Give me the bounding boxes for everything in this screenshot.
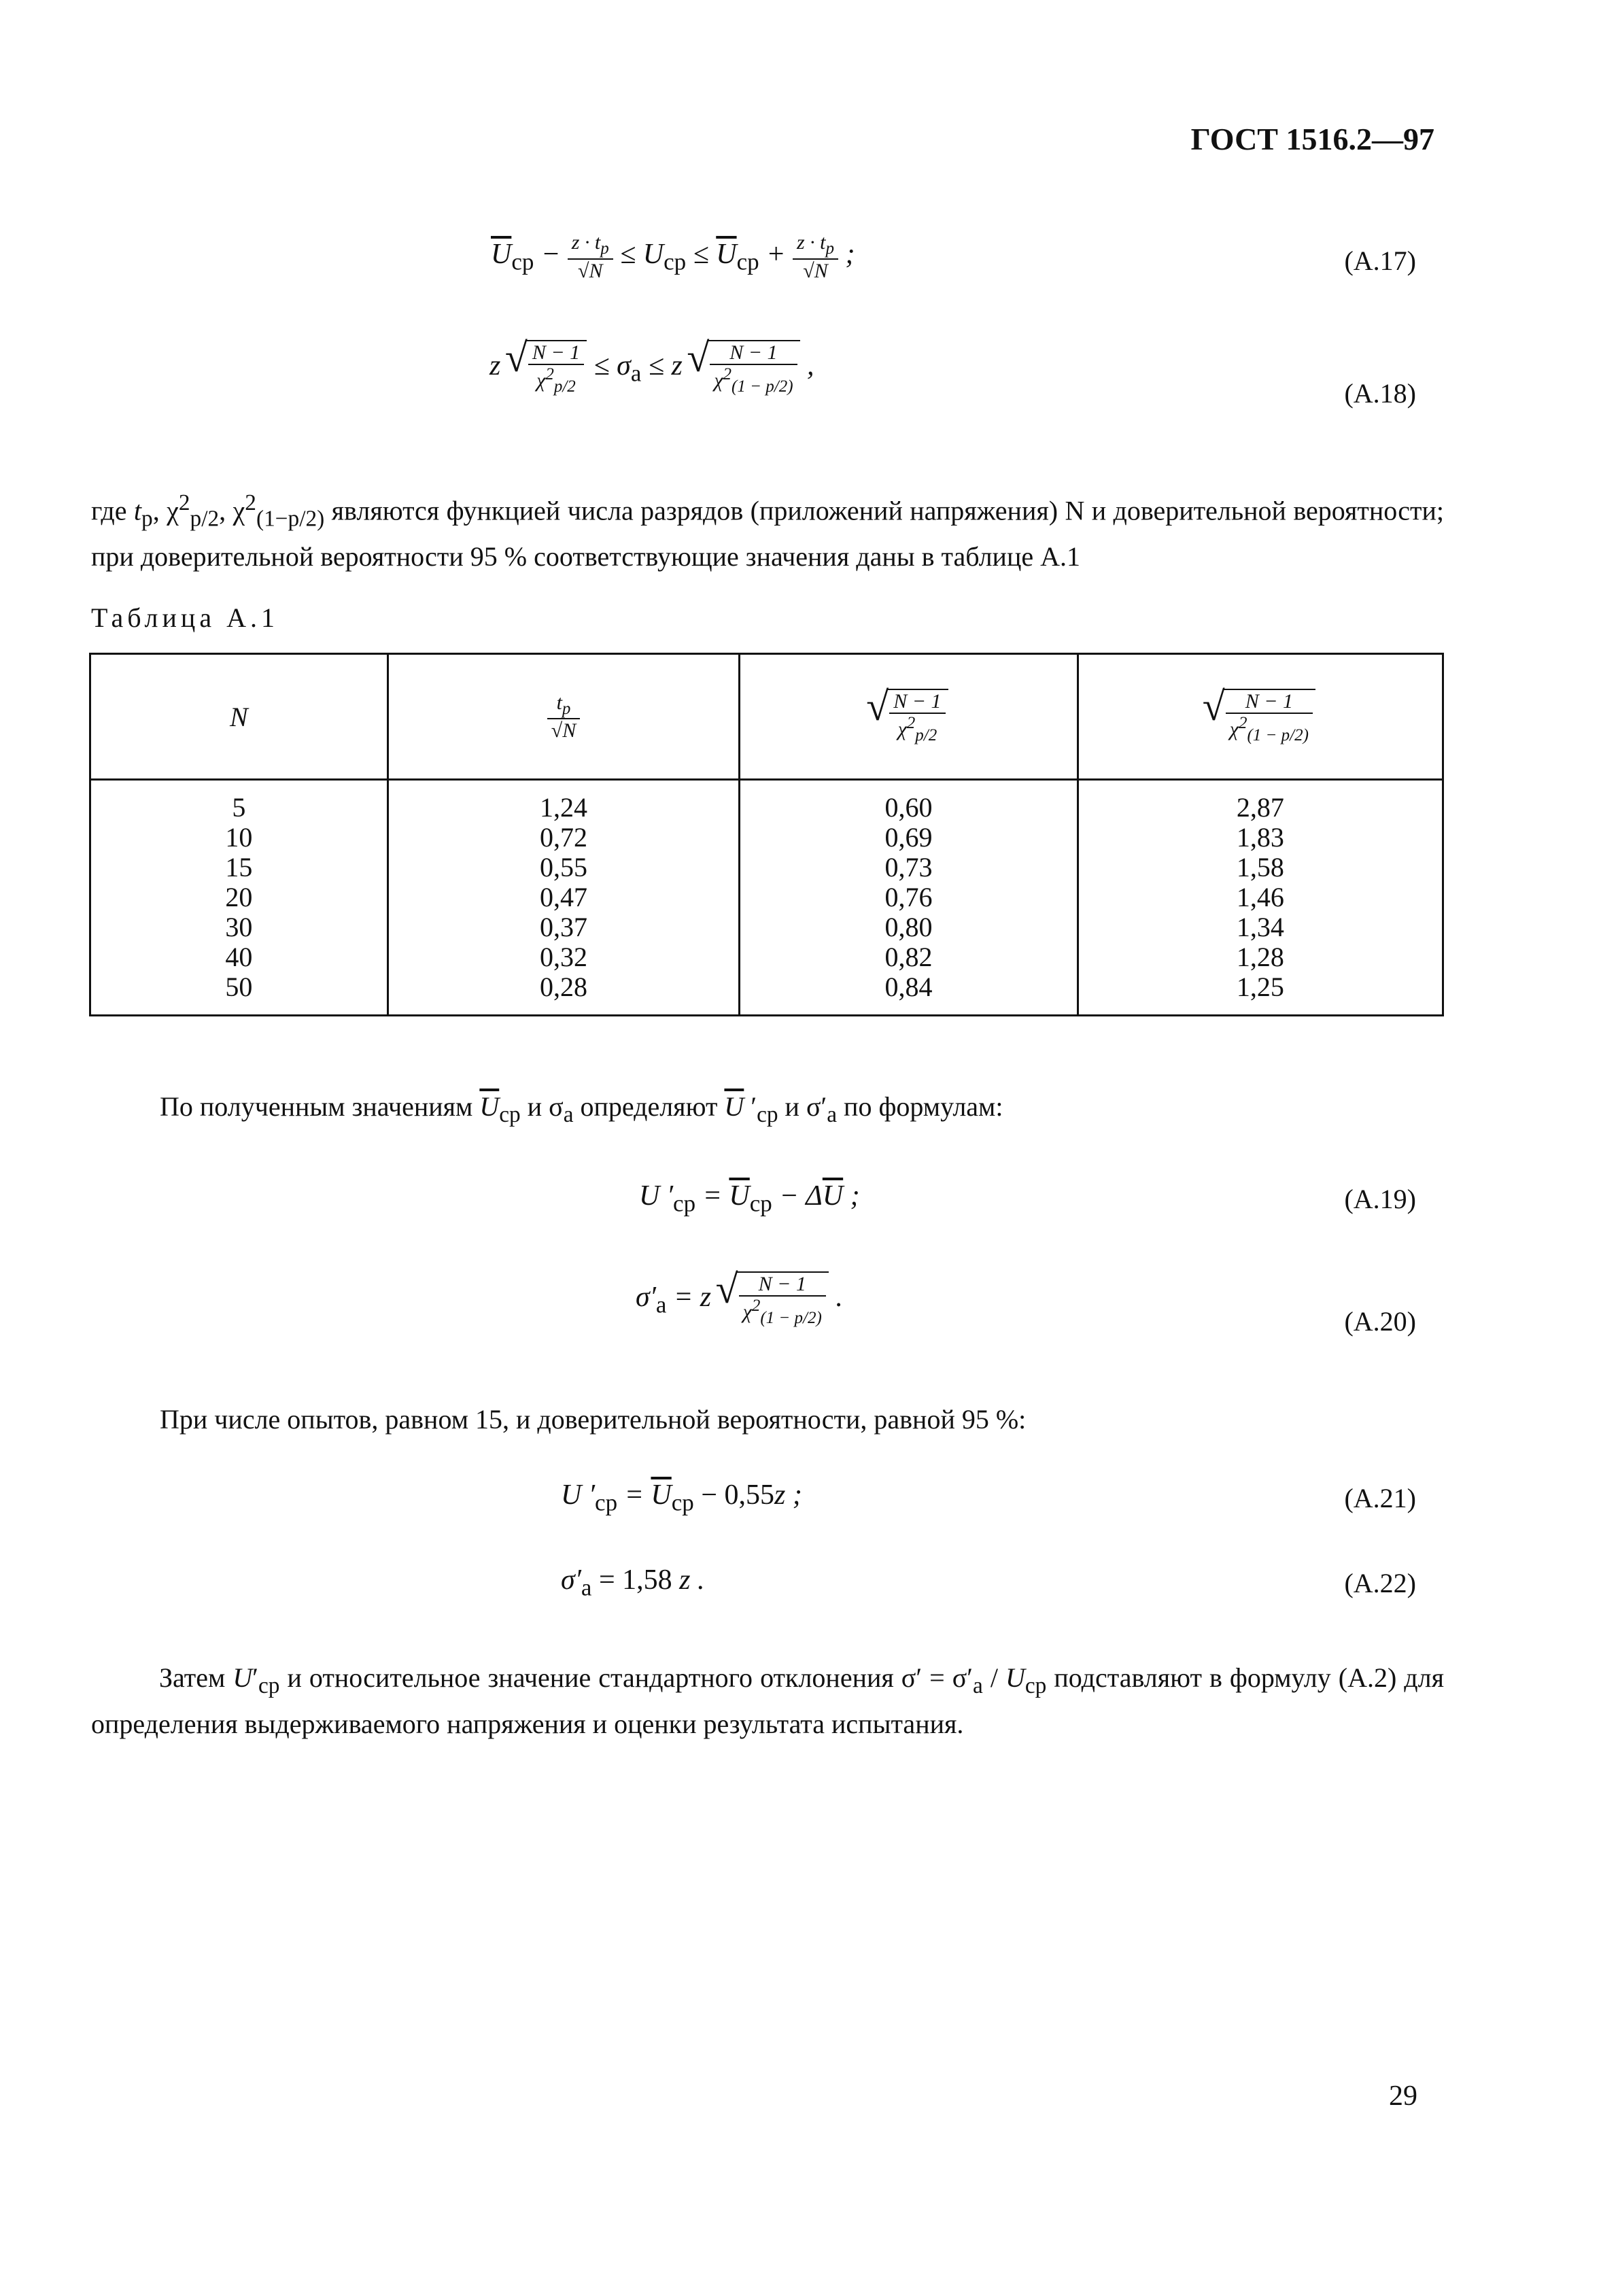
table-caption: Таблица А.1: [91, 602, 279, 633]
equation-number: (А.22): [1344, 1568, 1416, 1598]
table-column-n: 5 10 15 20 30 40 50: [90, 780, 388, 1016]
equation-a17: $\overline{U}_{ср}$ − $\frac{z \cdot t_р}{√N}$ ≤ $U_{ср} \le \overline{U}_{ср}$ + $\frac{z \cdot t_р}{√N}$ ;: [491, 231, 855, 282]
table-header-chi-p2: √ $\frac{N - 1}{\chi^2_{р/2}}$: [740, 654, 1078, 780]
equation-a22: $\sigma'_а = 1,58$ z .: [561, 1564, 705, 1601]
equation-number: (А.21): [1344, 1483, 1416, 1513]
equation-a21: U $'_{ср} = \overline{U}_{ср} - 0,55z$ ;: [561, 1479, 802, 1516]
equation-a20: $\sigma'_а = z$ √ $\frac{N - 1}{\chi^2_{(1 - р/2)}}$ .: [636, 1271, 843, 1328]
table-column-chi-1p2: 2,87 1,83 1,58 1,46 1,34 1,28 1,25: [1078, 780, 1443, 1016]
equation-number: (А.17): [1344, 245, 1416, 276]
page-number: 29: [1389, 2080, 1417, 2112]
equation-a18: z √ $\frac{N - 1}{\chi^2_{р/2}}$ ≤ $\sigma_а \le z$ √ $\frac{N - 1}{\chi^2_{(1 - р/2)}}$ ,: [489, 340, 814, 396]
document-code: ГОСТ 1516.2—97: [1190, 122, 1434, 156]
table-header-n: N: [90, 654, 388, 780]
equation-number: (А.18): [1344, 378, 1416, 409]
paragraph-at-number: При числе опытов, равном 15, и доверительной вероятности, равной 95 %:: [160, 1404, 1027, 1435]
table-a1: [89, 653, 1444, 1016]
equation-a19: U $'_{ср} = \overline{U}_{ср} - \Delta\overline{U}$ ;: [639, 1180, 860, 1217]
paragraph-then: Затем $U'_{ср}$ и относительное значение стандартного отклонения $\sigma' = \sigma'_а / U_{ср}$ подставляют в формулу (А.2) для определения выдерживаемого напряжения и оценки результата испытания.: [91, 1662, 1445, 1739]
equation-number: (А.20): [1344, 1306, 1416, 1337]
table-column-chi-p2: 0,60 0,69 0,73 0,76 0,80 0,82 0,84: [740, 780, 1078, 1016]
definition-paragraph: где $t_р$, $\chi^2_{р/2}$, $\chi^2_{(1-р/2)}$ являются функцией числа разрядов (приложений напряжения) N и доверительной вероятности; при доверительной вероятности 95 % соответствующие значения даны в таблице А.1: [91, 490, 1445, 572]
table-header-chi-1p2: √ $\frac{N - 1}{\chi^2_{(1 - р/2)}}$: [1078, 654, 1443, 780]
table-header-tp: $\frac{t_р}{√N}$: [388, 654, 739, 780]
table-column-tp: 1,24 0,72 0,55 0,47 0,37 0,32 0,28: [388, 780, 739, 1016]
paragraph-by-values: По полученным значениям $\overline{U}_{ср}$ и $\sigma_а$ определяют $\overline{U}$ $'_{ср}$ и $\sigma'_а$ по формулам:: [160, 1091, 1003, 1127]
equation-number: (А.19): [1344, 1184, 1416, 1214]
